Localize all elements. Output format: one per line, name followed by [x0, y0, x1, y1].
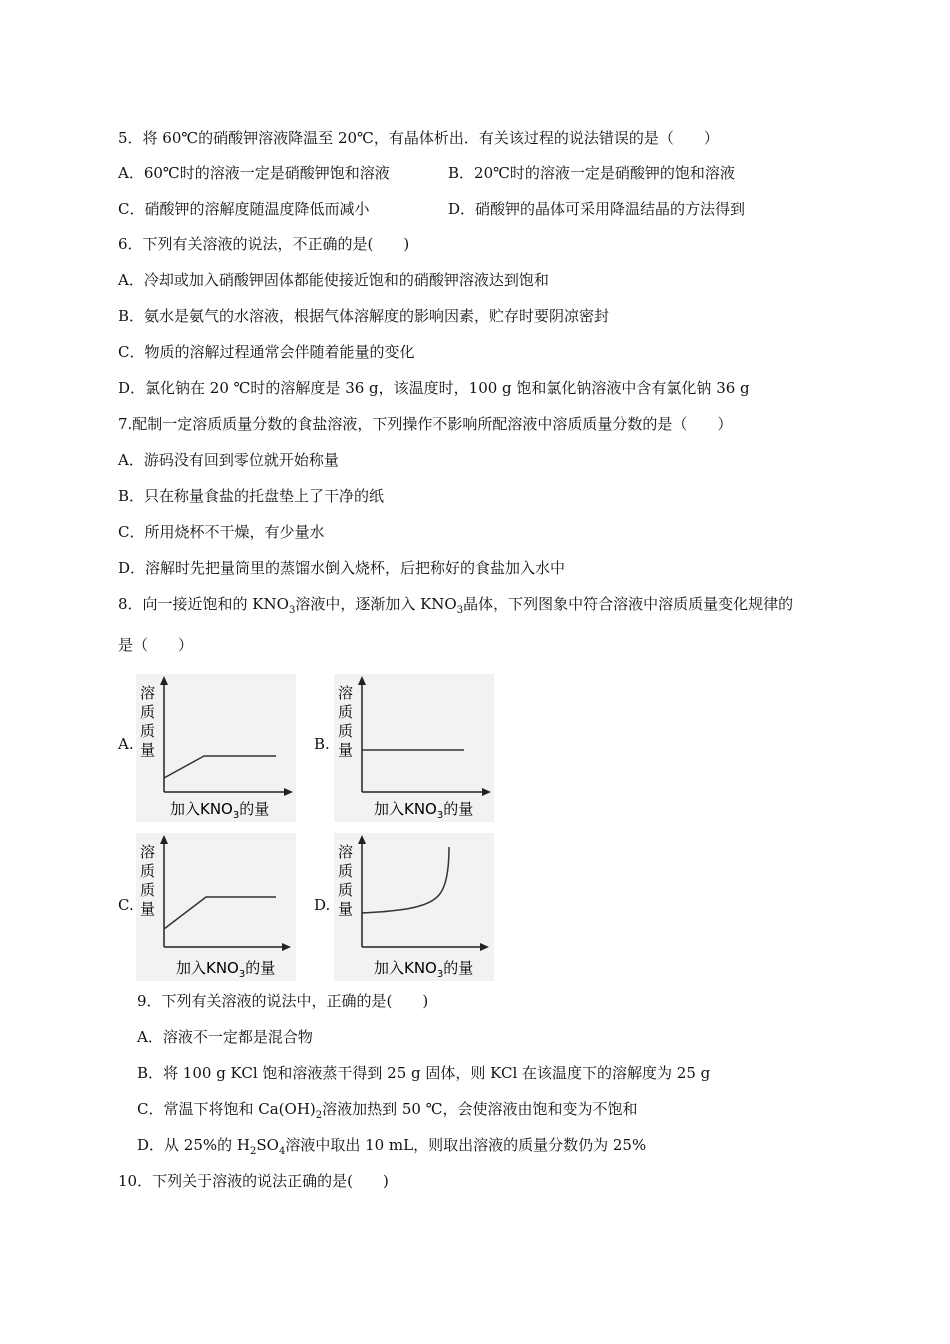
graph-d-ylabel-2: 质	[338, 862, 354, 880]
graph-c	[136, 833, 296, 985]
graph-a-ylabel-4: 量	[140, 741, 156, 759]
q7-option-d: D．溶解时先把量筒里的蒸馏水倒入烧杯，后把称好的食盐加入水中	[118, 559, 566, 577]
q5-option-a: A．60℃时的溶液一定是硝酸钾饱和溶液	[118, 164, 390, 182]
graph-d-ylabel-4: 量	[338, 900, 354, 918]
q5-option-c: C．硝酸钾的溶解度随温度降低而减小	[118, 200, 370, 218]
graph-b	[334, 674, 494, 826]
q8-stem-line2: 是（ ）	[118, 636, 194, 654]
graph-b-ylabel-3: 质	[338, 722, 354, 740]
graph-c-xlabel: 加入$KNO_3$的量	[176, 959, 276, 980]
graph-a-xlabel: 加入$KNO_3$的量	[170, 800, 270, 821]
graph-d	[334, 833, 494, 985]
graph-c-ylabel-3: 质	[140, 881, 156, 899]
graph-d-ylabel-3: 质	[338, 881, 354, 899]
graph-d-ylabel-1: 溶	[338, 843, 354, 861]
q10-stem: 10．下列关于溶液的说法正确的是( )	[118, 1172, 389, 1190]
q7-option-c: C．所用烧杯不干燥，有少量水	[118, 523, 325, 541]
graph-b-ylabel-1: 溶	[338, 684, 354, 702]
graph-c-ylabel-4: 量	[140, 900, 156, 918]
q6-option-d: D．氯化钠在 20 ℃时的溶解度是 36 g，该温度时，100 g 饱和氯化钠溶液中含有氯化钠 36 g	[118, 379, 750, 397]
q5-option-d: D．硝酸钾的晶体可采用降温结晶的方法得到	[448, 200, 746, 218]
graph-b-xlabel: 加入$KNO_3$的量	[374, 800, 474, 821]
graph-b-ylabel-4: 量	[338, 741, 354, 759]
graph-c-label: C.	[118, 896, 134, 914]
q9-option-c: C．常温下将饱和 $Ca(OH)_2$溶液加热到 50 ℃，会使溶液由饱和变为不饱和	[137, 1100, 638, 1121]
q8-stem: 8．向一接近饱和的 $KNO_3$溶液中，逐渐加入 $KNO_3$晶体，下列图象中符合溶液中溶质质量变化规律的	[118, 595, 794, 616]
q7-stem: 7.配制一定溶质质量分数的食盐溶液，下列操作不影响所配溶液中溶质质量分数的是（ ）	[118, 415, 733, 433]
graph-a	[136, 674, 296, 826]
graph-b-ylabel-2: 质	[338, 703, 354, 721]
graph-a-ylabel-2: 质	[140, 703, 156, 721]
q6-option-c: C．物质的溶解过程通常会伴随着能量的变化	[118, 343, 415, 361]
graph-b-label: B.	[314, 735, 330, 753]
q6-option-b: B．氨水是氨气的水溶液，根据气体溶解度的影响因素，贮存时要阴凉密封	[118, 307, 610, 325]
q5-stem: 5．将 60℃的硝酸钾溶液降温至 20℃，有晶体析出．有关该过程的说法错误的是（ ）	[118, 129, 719, 147]
graph-a-label: A.	[118, 735, 134, 753]
q9-option-d: D．从 25%的 $H_2SO_4$溶液中取出 10 mL，则取出溶液的质量分数仍为 25%	[137, 1136, 647, 1157]
q9-stem: 9．下列有关溶液的说法中，正确的是( )	[137, 992, 429, 1010]
graph-d-label: D.	[314, 896, 331, 914]
graph-d-xlabel: 加入$KNO_3$的量	[374, 959, 474, 980]
graph-c-ylabel-1: 溶	[140, 843, 156, 861]
q5-option-b: B．20℃时的溶液一定是硝酸钾的饱和溶液	[448, 164, 735, 182]
q9-option-b: B．将 100 g KCl 饱和溶液蒸干得到 25 g 固体，则 KCl 在该温度下的溶解度为 25 g	[137, 1064, 711, 1082]
q6-stem: 6．下列有关溶液的说法，不正确的是( )	[118, 235, 410, 253]
graph-a-ylabel-3: 质	[140, 722, 156, 740]
graph-a-ylabel-1: 溶	[140, 684, 156, 702]
q7-option-b: B．只在称量食盐的托盘垫上了干净的纸	[118, 487, 385, 505]
graph-c-ylabel-2: 质	[140, 862, 156, 880]
q7-option-a: A．游码没有回到零位就开始称量	[118, 451, 339, 469]
q9-option-a: A．溶液不一定都是混合物	[137, 1028, 313, 1046]
q6-option-a: A．冷却或加入硝酸钾固体都能使接近饱和的硝酸钾溶液达到饱和	[118, 271, 549, 289]
